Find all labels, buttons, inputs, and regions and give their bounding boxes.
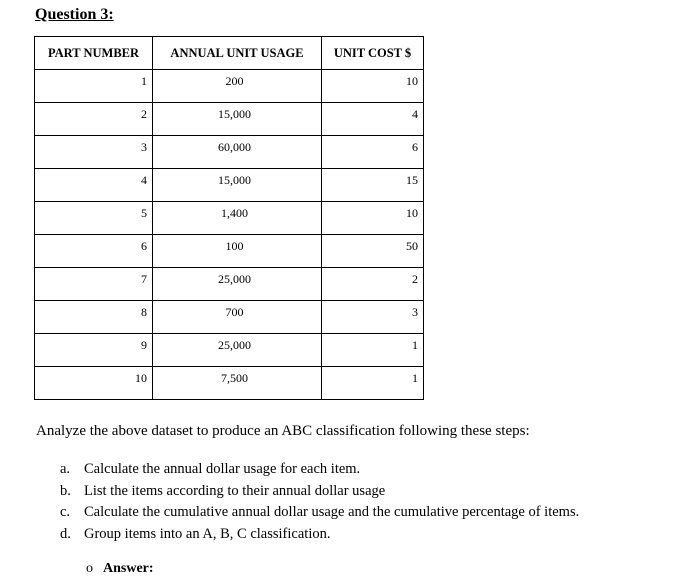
annual-usage-cell: 60,000	[153, 136, 322, 169]
list-item	[60, 459, 579, 481]
part-number-cell: 6	[35, 235, 153, 268]
answer-line	[86, 561, 154, 577]
header-unit-cost: UNIT COST $	[322, 37, 424, 70]
table-row	[35, 367, 424, 400]
part-number-cell: 4	[35, 169, 153, 202]
annual-usage-cell: 25,000	[153, 334, 322, 367]
part-number-cell: 2	[35, 103, 153, 136]
unit-cost-cell: 15	[322, 169, 424, 202]
unit-cost-cell: 50	[322, 235, 424, 268]
part-number-cell: 7	[35, 268, 153, 301]
unit-cost-cell: 3	[322, 301, 424, 334]
annual-usage-cell: 7,500	[153, 367, 322, 400]
table-row	[35, 301, 424, 334]
step-text: Calculate the cumulative annual dollar usage and the cumulative percentage of items.	[84, 504, 580, 520]
annual-usage-cell: 700	[153, 301, 322, 334]
annual-usage-cell: 15,000	[153, 103, 322, 136]
part-number-cell: 10	[35, 367, 153, 400]
part-number-cell: 3	[35, 136, 153, 169]
list-item	[60, 481, 579, 503]
list-marker: a.	[60, 461, 71, 477]
part-number-cell: 1	[35, 70, 153, 103]
step-text: Calculate the annual dollar usage for each item.	[84, 461, 361, 477]
list-marker: d.	[60, 525, 71, 542]
unit-cost-cell: 2	[322, 268, 424, 301]
question-title: Question 3:	[35, 6, 114, 23]
header-annual-unit-usage: ANNUAL UNIT USAGE	[153, 37, 322, 70]
list-marker: b.	[60, 482, 71, 499]
unit-cost-cell: 1	[322, 334, 424, 367]
table-row	[35, 268, 424, 301]
step-text: Group items into an A, B, C classification.	[84, 525, 331, 542]
table-row	[35, 70, 424, 103]
unit-cost-cell: 6	[322, 136, 424, 169]
unit-cost-cell: 10	[322, 202, 424, 235]
part-number-cell: 8	[35, 301, 153, 334]
table-row	[35, 136, 424, 169]
answer-label: Answer:	[103, 561, 154, 576]
annual-usage-cell: 100	[153, 235, 322, 268]
annual-usage-cell: 15,000	[153, 169, 322, 202]
table-row	[35, 202, 424, 235]
annual-usage-cell: 1,400	[153, 202, 322, 235]
annual-usage-cell: 200	[153, 70, 322, 103]
step-text: List the items according to their annual dollar usage	[84, 482, 386, 499]
table-row	[35, 169, 424, 202]
table-row	[35, 334, 424, 367]
list-item	[60, 502, 579, 524]
unit-cost-cell: 4	[322, 103, 424, 136]
parts-table	[34, 36, 424, 400]
table-row	[35, 103, 424, 136]
table-row	[35, 235, 424, 268]
part-number-cell: 9	[35, 334, 153, 367]
list-marker: c.	[60, 504, 71, 520]
header-part-number: PART NUMBER	[35, 37, 153, 70]
steps-list	[60, 459, 579, 545]
part-number-cell: 5	[35, 202, 153, 235]
annual-usage-cell: 25,000	[153, 268, 322, 301]
table-header-row	[35, 37, 424, 70]
unit-cost-cell: 1	[322, 367, 424, 400]
answer-bullet: o	[86, 561, 93, 576]
unit-cost-cell: 10	[322, 70, 424, 103]
instructions-intro: Analyze the above dataset to produce an ABC classification following these steps:	[36, 423, 530, 439]
list-item	[60, 524, 579, 546]
